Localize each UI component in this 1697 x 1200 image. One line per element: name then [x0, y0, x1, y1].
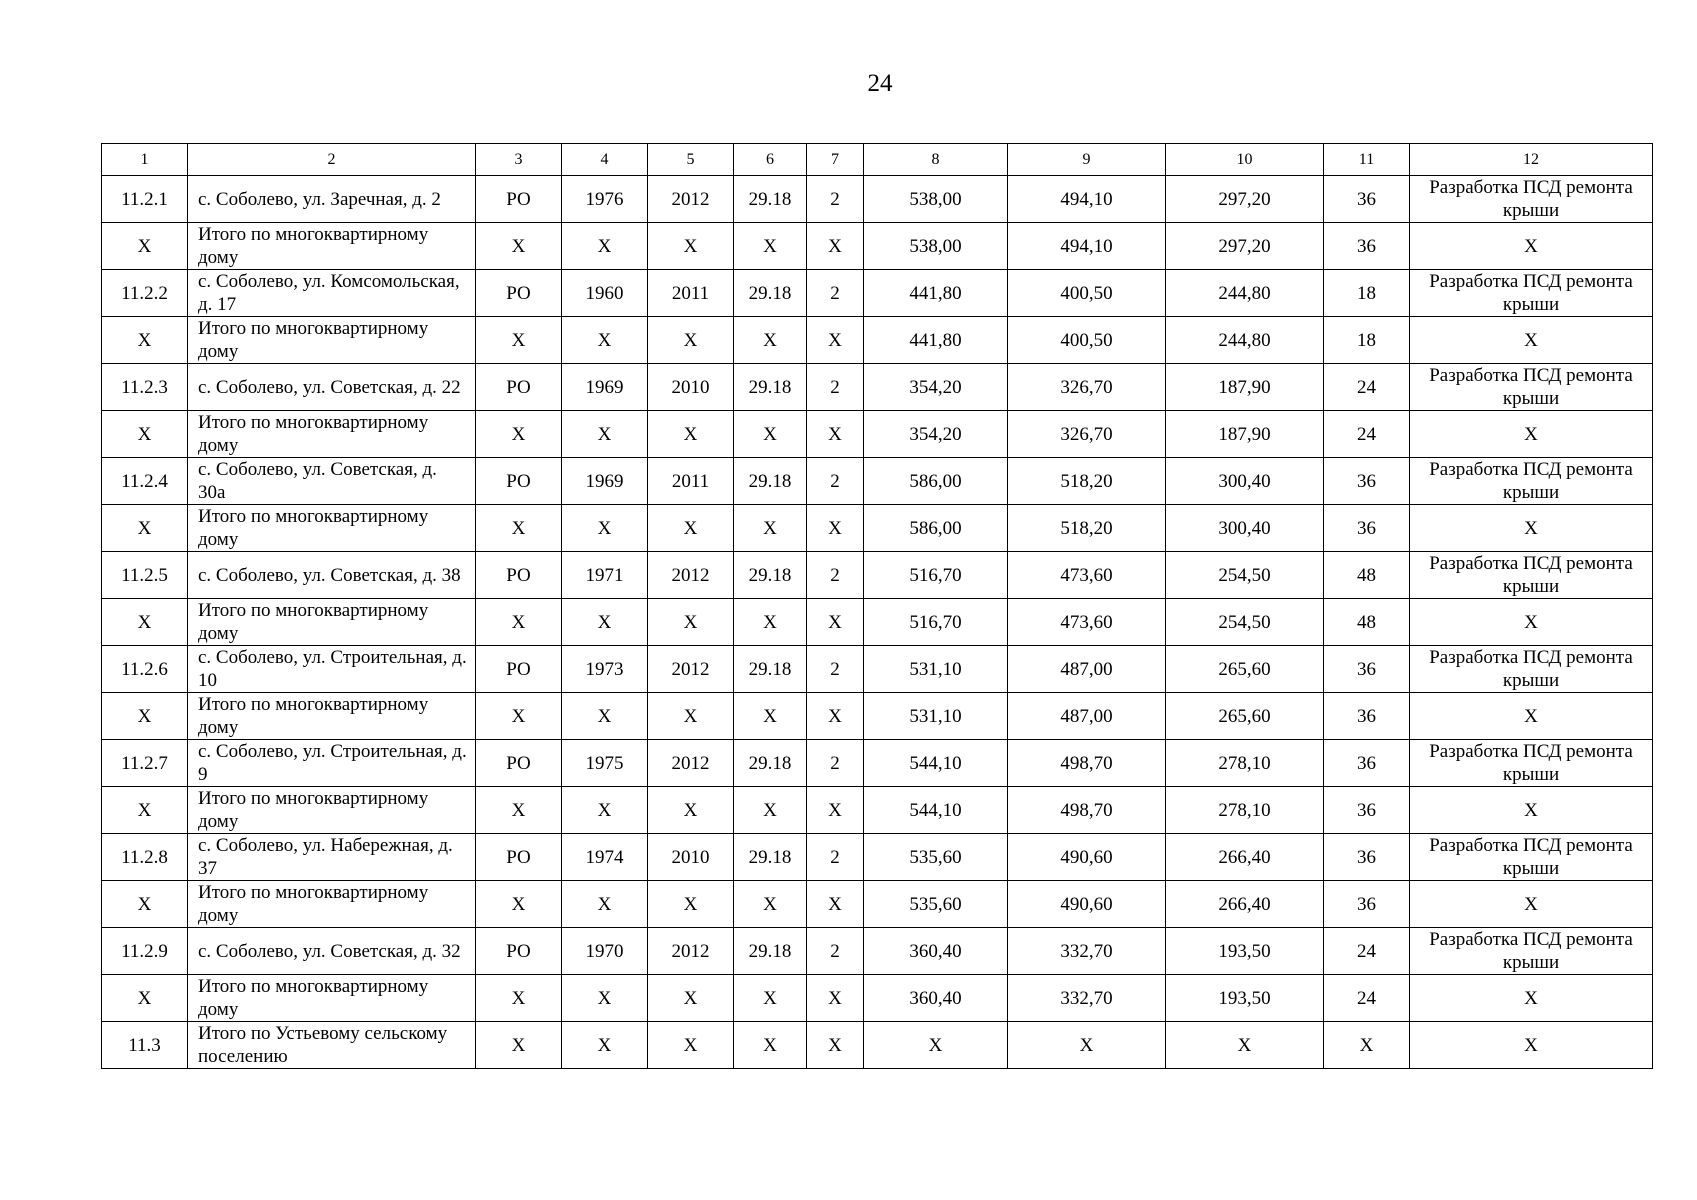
- table-cell-col-8: 360,40: [864, 928, 1008, 975]
- table-cell-col-3: X: [476, 693, 562, 740]
- table-cell-col-7: X: [807, 599, 864, 646]
- table-cell-col-11: 36: [1324, 646, 1410, 693]
- table-cell-col-2: с. Соболево, ул. Комсомольская, д. 17: [188, 270, 476, 317]
- table-cell-col-2: Итого по многоквартирному дому: [188, 881, 476, 928]
- table-cell-col-7: 2: [807, 176, 864, 223]
- table-cell-col-5: X: [648, 975, 734, 1022]
- table-cell-col-7: X: [807, 317, 864, 364]
- table-cell-col-10: 193,50: [1166, 975, 1324, 1022]
- table-cell-col-10: 244,80: [1166, 270, 1324, 317]
- table-cell-col-6: X: [734, 881, 807, 928]
- table-row: [102, 975, 1653, 1022]
- table-cell-col-1: X: [102, 317, 188, 364]
- table-cell-col-12: Разработка ПСД ремонта крыши: [1410, 740, 1653, 787]
- table-cell-col-3: X: [476, 223, 562, 270]
- table-cell-col-8: X: [864, 1022, 1008, 1069]
- table-cell-col-8: 441,80: [864, 317, 1008, 364]
- table-cell-col-5: 2011: [648, 270, 734, 317]
- table-cell-col-1: X: [102, 223, 188, 270]
- table-cell-col-5: 2010: [648, 364, 734, 411]
- table-cell-col-11: 24: [1324, 411, 1410, 458]
- table-cell-col-3: РО: [476, 270, 562, 317]
- table-row: [102, 881, 1653, 928]
- table-cell-col-7: X: [807, 411, 864, 458]
- table-cell-col-8: 586,00: [864, 458, 1008, 505]
- table-cell-col-11: 48: [1324, 599, 1410, 646]
- table-cell-col-10: 265,60: [1166, 646, 1324, 693]
- column-number-3: 3: [476, 144, 562, 176]
- column-number-8: 8: [864, 144, 1008, 176]
- table-cell-col-3: РО: [476, 176, 562, 223]
- table-cell-col-7: 2: [807, 834, 864, 881]
- table-cell-col-3: РО: [476, 458, 562, 505]
- table-cell-col-11: 36: [1324, 740, 1410, 787]
- table-cell-col-11: X: [1324, 1022, 1410, 1069]
- table-cell-col-6: 29.18: [734, 928, 807, 975]
- table-cell-col-4: X: [562, 599, 648, 646]
- column-number-12: 12: [1410, 144, 1653, 176]
- table-cell-col-9: 473,60: [1008, 599, 1166, 646]
- table-cell-col-9: 332,70: [1008, 928, 1166, 975]
- table-row: [102, 646, 1653, 693]
- table-cell-col-2: с. Соболево, ул. Советская, д. 22: [188, 364, 476, 411]
- table-cell-col-4: 1975: [562, 740, 648, 787]
- table-cell-col-3: X: [476, 505, 562, 552]
- table-cell-col-9: 518,20: [1008, 458, 1166, 505]
- table-cell-col-2: Итого по многоквартирному дому: [188, 223, 476, 270]
- table-cell-col-6: 29.18: [734, 458, 807, 505]
- table-cell-col-3: РО: [476, 928, 562, 975]
- table-cell-col-10: 300,40: [1166, 505, 1324, 552]
- table-cell-col-2: с. Соболево, ул. Советская, д. 32: [188, 928, 476, 975]
- table-cell-col-2: с. Соболево, ул. Строительная, д. 9: [188, 740, 476, 787]
- column-number-7: 7: [807, 144, 864, 176]
- table-cell-col-7: 2: [807, 928, 864, 975]
- table-cell-col-3: РО: [476, 552, 562, 599]
- table-cell-col-12: X: [1410, 1022, 1653, 1069]
- table-cell-col-4: X: [562, 411, 648, 458]
- table-cell-col-3: X: [476, 411, 562, 458]
- table-row: [102, 928, 1653, 975]
- table-cell-col-1: 11.2.4: [102, 458, 188, 505]
- table-cell-col-8: 354,20: [864, 364, 1008, 411]
- table-cell-col-12: X: [1410, 411, 1653, 458]
- table-cell-col-9: 498,70: [1008, 787, 1166, 834]
- table-cell-col-2: Итого по Устьевому сельскому поселению: [188, 1022, 476, 1069]
- table-cell-col-3: X: [476, 599, 562, 646]
- table-row: [102, 599, 1653, 646]
- table-cell-col-1: 11.2.3: [102, 364, 188, 411]
- table-cell-col-2: Итого по многоквартирному дому: [188, 975, 476, 1022]
- table-cell-col-1: X: [102, 975, 188, 1022]
- table-cell-col-10: 297,20: [1166, 176, 1324, 223]
- table-cell-col-9: 487,00: [1008, 646, 1166, 693]
- table-cell-col-9: 400,50: [1008, 270, 1166, 317]
- table-cell-col-5: 2012: [648, 176, 734, 223]
- column-number-11: 11: [1324, 144, 1410, 176]
- table-cell-col-9: 326,70: [1008, 364, 1166, 411]
- table-cell-col-5: X: [648, 1022, 734, 1069]
- table-cell-col-8: 516,70: [864, 552, 1008, 599]
- table-cell-col-7: 2: [807, 364, 864, 411]
- table-cell-col-7: X: [807, 1022, 864, 1069]
- table-cell-col-5: 2012: [648, 552, 734, 599]
- table-row: [102, 693, 1653, 740]
- table-cell-col-11: 36: [1324, 458, 1410, 505]
- table-cell-col-2: с. Соболево, ул. Заречная, д. 2: [188, 176, 476, 223]
- table-cell-col-8: 360,40: [864, 975, 1008, 1022]
- table-cell-col-5: X: [648, 223, 734, 270]
- table-cell-col-12: Разработка ПСД ремонта крыши: [1410, 552, 1653, 599]
- table-cell-col-1: X: [102, 693, 188, 740]
- table-cell-col-9: 498,70: [1008, 740, 1166, 787]
- table-cell-col-7: 2: [807, 458, 864, 505]
- table-cell-col-6: X: [734, 505, 807, 552]
- table-cell-col-2: Итого по многоквартирному дому: [188, 693, 476, 740]
- table-cell-col-1: X: [102, 411, 188, 458]
- table-cell-col-1: 11.2.1: [102, 176, 188, 223]
- table-cell-col-5: X: [648, 411, 734, 458]
- table-cell-col-7: X: [807, 693, 864, 740]
- table-cell-col-6: X: [734, 317, 807, 364]
- table-cell-col-1: 11.2.5: [102, 552, 188, 599]
- table-cell-col-6: 29.18: [734, 834, 807, 881]
- table-cell-col-12: Разработка ПСД ремонта крыши: [1410, 176, 1653, 223]
- table-cell-col-8: 531,10: [864, 646, 1008, 693]
- table-cell-col-2: Итого по многоквартирному дому: [188, 411, 476, 458]
- table-row: [102, 787, 1653, 834]
- table-cell-col-9: 490,60: [1008, 834, 1166, 881]
- table-cell-col-6: 29.18: [734, 270, 807, 317]
- table-cell-col-4: X: [562, 693, 648, 740]
- table-cell-col-7: X: [807, 223, 864, 270]
- table-cell-col-12: X: [1410, 317, 1653, 364]
- table-cell-col-1: X: [102, 599, 188, 646]
- table-cell-col-7: 2: [807, 740, 864, 787]
- column-number-1: 1: [102, 144, 188, 176]
- page-number: 24: [867, 70, 893, 97]
- table-cell-col-10: 265,60: [1166, 693, 1324, 740]
- table-cell-col-6: X: [734, 787, 807, 834]
- table-cell-col-2: Итого по многоквартирному дому: [188, 787, 476, 834]
- table-cell-col-12: X: [1410, 599, 1653, 646]
- table-cell-col-4: X: [562, 1022, 648, 1069]
- table-cell-col-2: с. Соболево, ул. Советская, д. 30а: [188, 458, 476, 505]
- table-cell-col-10: 244,80: [1166, 317, 1324, 364]
- table-cell-col-12: Разработка ПСД ремонта крыши: [1410, 646, 1653, 693]
- table-cell-col-2: Итого по многоквартирному дому: [188, 599, 476, 646]
- table-cell-col-10: 297,20: [1166, 223, 1324, 270]
- table-cell-col-11: 18: [1324, 270, 1410, 317]
- table-cell-col-10: 278,10: [1166, 787, 1324, 834]
- table-cell-col-9: 494,10: [1008, 223, 1166, 270]
- table-cell-col-7: 2: [807, 552, 864, 599]
- table-cell-col-11: 36: [1324, 834, 1410, 881]
- column-number-5: 5: [648, 144, 734, 176]
- table-cell-col-11: 36: [1324, 176, 1410, 223]
- table-row: [102, 505, 1653, 552]
- table-cell-col-9: 473,60: [1008, 552, 1166, 599]
- column-number-2: 2: [188, 144, 476, 176]
- table-cell-col-4: X: [562, 975, 648, 1022]
- table-cell-col-4: 1969: [562, 458, 648, 505]
- table-cell-col-3: X: [476, 317, 562, 364]
- table-cell-col-6: 29.18: [734, 740, 807, 787]
- column-number-10: 10: [1166, 144, 1324, 176]
- table-cell-col-5: X: [648, 317, 734, 364]
- table-cell-col-12: X: [1410, 693, 1653, 740]
- table-cell-col-9: 487,00: [1008, 693, 1166, 740]
- table-cell-col-4: 1960: [562, 270, 648, 317]
- table-cell-col-12: X: [1410, 505, 1653, 552]
- table-cell-col-4: 1971: [562, 552, 648, 599]
- table-cell-col-12: X: [1410, 223, 1653, 270]
- table-cell-col-8: 586,00: [864, 505, 1008, 552]
- table-row: [102, 176, 1653, 223]
- table-cell-col-3: РО: [476, 364, 562, 411]
- table-cell-col-9: 400,50: [1008, 317, 1166, 364]
- table-row: [102, 552, 1653, 599]
- table-cell-col-4: X: [562, 317, 648, 364]
- table-cell-col-4: 1974: [562, 834, 648, 881]
- table-cell-col-2: Итого по многоквартирному дому: [188, 505, 476, 552]
- table-row: [102, 364, 1653, 411]
- table-cell-col-8: 531,10: [864, 693, 1008, 740]
- table-cell-col-12: Разработка ПСД ремонта крыши: [1410, 270, 1653, 317]
- table-cell-col-9: 494,10: [1008, 176, 1166, 223]
- table-cell-col-4: X: [562, 881, 648, 928]
- table-cell-col-6: 29.18: [734, 646, 807, 693]
- table-cell-col-4: 1973: [562, 646, 648, 693]
- table-cell-col-9: 332,70: [1008, 975, 1166, 1022]
- table-cell-col-10: 187,90: [1166, 364, 1324, 411]
- table-cell-col-11: 36: [1324, 505, 1410, 552]
- column-number-9: 9: [1008, 144, 1166, 176]
- table-cell-col-7: X: [807, 787, 864, 834]
- table-cell-col-1: 11.2.8: [102, 834, 188, 881]
- table-cell-col-11: 24: [1324, 928, 1410, 975]
- table-cell-col-1: 11.2.7: [102, 740, 188, 787]
- table-cell-col-8: 538,00: [864, 223, 1008, 270]
- table-cell-col-5: 2012: [648, 928, 734, 975]
- table-cell-col-11: 36: [1324, 693, 1410, 740]
- table-cell-col-3: X: [476, 1022, 562, 1069]
- table-cell-col-8: 544,10: [864, 740, 1008, 787]
- table-cell-col-4: X: [562, 787, 648, 834]
- table-cell-col-1: 11.2.2: [102, 270, 188, 317]
- table-cell-col-9: 326,70: [1008, 411, 1166, 458]
- table-cell-col-10: 254,50: [1166, 599, 1324, 646]
- table-cell-col-6: 29.18: [734, 364, 807, 411]
- table-cell-col-11: 24: [1324, 364, 1410, 411]
- table-cell-col-8: 441,80: [864, 270, 1008, 317]
- table-cell-col-11: 48: [1324, 552, 1410, 599]
- repair-plan-table: [101, 143, 1653, 1069]
- table-cell-col-1: X: [102, 881, 188, 928]
- table-cell-col-4: X: [562, 505, 648, 552]
- table-cell-col-6: 29.18: [734, 552, 807, 599]
- table-cell-col-5: 2010: [648, 834, 734, 881]
- table-cell-col-2: Итого по многоквартирному дому: [188, 317, 476, 364]
- table-row: [102, 411, 1653, 458]
- table-cell-col-11: 36: [1324, 787, 1410, 834]
- table-cell-col-10: 300,40: [1166, 458, 1324, 505]
- table-cell-col-3: РО: [476, 646, 562, 693]
- table-cell-col-2: с. Соболево, ул. Строительная, д. 10: [188, 646, 476, 693]
- table-cell-col-12: Разработка ПСД ремонта крыши: [1410, 834, 1653, 881]
- table-cell-col-12: Разработка ПСД ремонта крыши: [1410, 928, 1653, 975]
- table-cell-col-5: 2012: [648, 740, 734, 787]
- table-cell-col-6: X: [734, 1022, 807, 1069]
- table-cell-col-6: X: [734, 975, 807, 1022]
- table-cell-col-7: X: [807, 881, 864, 928]
- column-number-4: 4: [562, 144, 648, 176]
- table-cell-col-1: 11.2.6: [102, 646, 188, 693]
- table-cell-col-8: 535,60: [864, 834, 1008, 881]
- table-cell-col-9: 490,60: [1008, 881, 1166, 928]
- table-cell-col-7: X: [807, 975, 864, 1022]
- table-cell-col-2: с. Соболево, ул. Набережная, д. 37: [188, 834, 476, 881]
- table-cell-col-3: X: [476, 787, 562, 834]
- table-cell-col-5: X: [648, 787, 734, 834]
- table-cell-col-7: 2: [807, 646, 864, 693]
- table-cell-col-6: 29.18: [734, 176, 807, 223]
- table-cell-col-12: X: [1410, 881, 1653, 928]
- table-cell-col-5: 2012: [648, 646, 734, 693]
- table-cell-col-11: 36: [1324, 881, 1410, 928]
- table-row: [102, 317, 1653, 364]
- table-cell-col-8: 354,20: [864, 411, 1008, 458]
- table-cell-col-8: 516,70: [864, 599, 1008, 646]
- table-cell-col-8: 538,00: [864, 176, 1008, 223]
- table-cell-col-4: 1970: [562, 928, 648, 975]
- table-cell-col-3: РО: [476, 740, 562, 787]
- table-cell-col-11: 36: [1324, 223, 1410, 270]
- table-cell-col-4: 1976: [562, 176, 648, 223]
- table-cell-col-7: X: [807, 505, 864, 552]
- table-cell-col-10: 193,50: [1166, 928, 1324, 975]
- table-cell-col-10: 266,40: [1166, 834, 1324, 881]
- table-cell-col-1: X: [102, 505, 188, 552]
- table-cell-col-4: 1969: [562, 364, 648, 411]
- table-cell-col-1: X: [102, 787, 188, 834]
- table-cell-col-3: РО: [476, 834, 562, 881]
- table-cell-col-9: X: [1008, 1022, 1166, 1069]
- table-cell-col-12: X: [1410, 787, 1653, 834]
- table-cell-col-6: X: [734, 599, 807, 646]
- table-body: [102, 176, 1653, 1069]
- table-cell-col-11: 18: [1324, 317, 1410, 364]
- table-cell-col-8: 535,60: [864, 881, 1008, 928]
- table-cell-col-3: X: [476, 881, 562, 928]
- table-cell-col-10: 187,90: [1166, 411, 1324, 458]
- table-cell-col-10: 266,40: [1166, 881, 1324, 928]
- table-cell-col-10: 254,50: [1166, 552, 1324, 599]
- table-row: [102, 223, 1653, 270]
- table-cell-col-9: 518,20: [1008, 505, 1166, 552]
- table-row: [102, 270, 1653, 317]
- table-cell-col-6: X: [734, 223, 807, 270]
- table-cell-col-7: 2: [807, 270, 864, 317]
- table-cell-col-5: 2011: [648, 458, 734, 505]
- table-row: [102, 1022, 1653, 1069]
- column-number-row: [102, 144, 1653, 176]
- table-cell-col-12: X: [1410, 975, 1653, 1022]
- table-cell-col-5: X: [648, 599, 734, 646]
- table-cell-col-12: Разработка ПСД ремонта крыши: [1410, 458, 1653, 505]
- table-cell-col-5: X: [648, 693, 734, 740]
- table-cell-col-12: Разработка ПСД ремонта крыши: [1410, 364, 1653, 411]
- column-number-6: 6: [734, 144, 807, 176]
- table-cell-col-5: X: [648, 881, 734, 928]
- table-cell-col-1: 11.2.9: [102, 928, 188, 975]
- table-cell-col-10: X: [1166, 1022, 1324, 1069]
- table-cell-col-2: с. Соболево, ул. Советская, д. 38: [188, 552, 476, 599]
- table-cell-col-8: 544,10: [864, 787, 1008, 834]
- table-cell-col-6: X: [734, 693, 807, 740]
- table-cell-col-5: X: [648, 505, 734, 552]
- table-cell-col-1: 11.3: [102, 1022, 188, 1069]
- table-row: [102, 458, 1653, 505]
- table-cell-col-4: X: [562, 223, 648, 270]
- table-cell-col-6: X: [734, 411, 807, 458]
- table-cell-col-10: 278,10: [1166, 740, 1324, 787]
- table-cell-col-11: 24: [1324, 975, 1410, 1022]
- table-row: [102, 834, 1653, 881]
- table-row: [102, 740, 1653, 787]
- table-cell-col-3: X: [476, 975, 562, 1022]
